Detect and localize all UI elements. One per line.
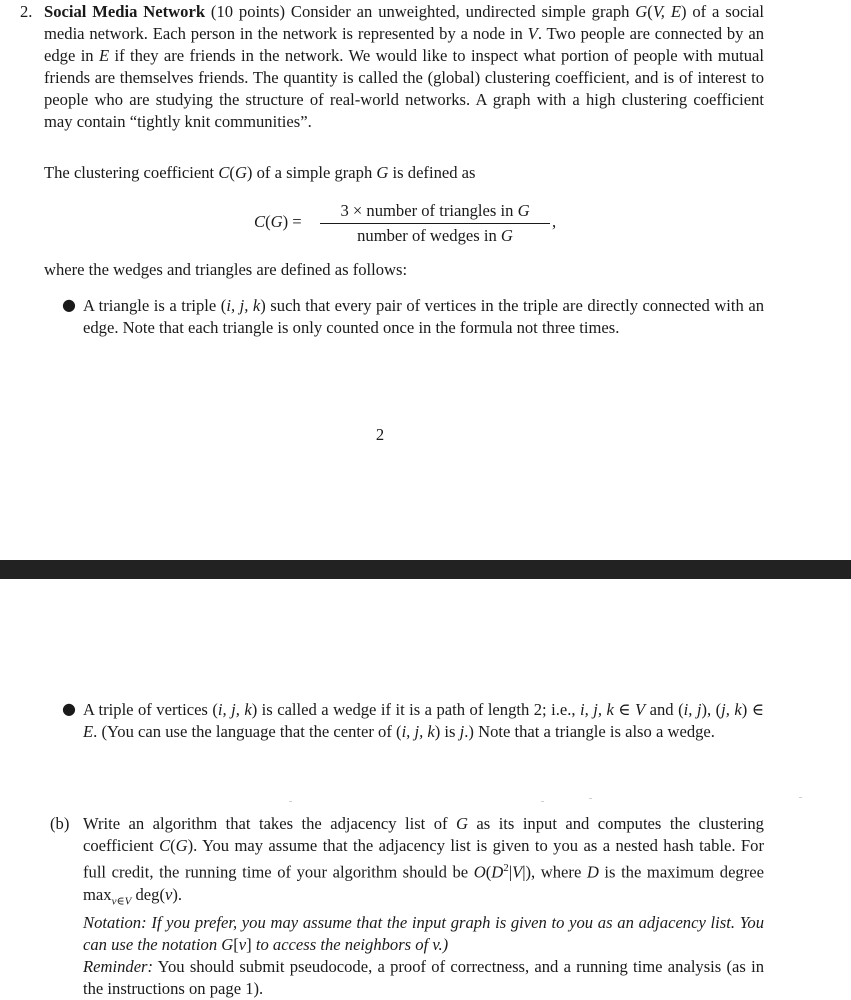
bullet-icon: ●	[62, 295, 76, 314]
clustering-formula	[254, 200, 574, 248]
formula-comma: ,	[552, 212, 557, 231]
part-b	[50, 813, 764, 1000]
part-b-notation: Notation: If you prefer, you may assume that the input graph is given to you as an adjacency list. You can use the notation G[v] to access the neighbors of v.)	[83, 912, 764, 954]
page-divider	[0, 560, 851, 579]
formula-fraction	[320, 200, 550, 247]
fraction-bar	[320, 223, 550, 224]
formula-denominator: number of wedges in G	[357, 226, 513, 245]
reminder-text: You should submit pseudocode, a proof of correctness, and a running time analysis (as in the instructions on page 1).	[83, 956, 764, 998]
problem-number: 2.	[20, 2, 33, 21]
definition-sentence: The clustering coefficient C(G) of a simple graph G is defined as	[44, 163, 476, 182]
bullet-wedge: A triple of vertices (i, j, k) is called a wedge if it is a path of length 2; i.e., i, j, k ∈ V and (i, j), (j, k) ∈ E. (You can use the language that the center of (i, j, k) is j.) Note that a triangle is also a wedge.	[83, 700, 764, 741]
problem-points: (10 points)	[205, 2, 291, 21]
part-b-label: (b)	[50, 814, 70, 833]
formula-numerator: 3 × number of triangles in G	[340, 201, 530, 220]
reminder-label: Reminder:	[83, 956, 154, 976]
scan-speck	[799, 797, 802, 798]
problem-statement	[20, 1, 764, 133]
page-number: 2	[375, 425, 385, 444]
page-bottom	[0, 579, 851, 1000]
problem-title: Social Media Network	[44, 2, 206, 21]
problem-body	[44, 1, 764, 133]
scan-speck	[589, 798, 592, 799]
part-b-task: Write an algorithm that takes the adjacency list of G as its input and computes the clustering coefficient C(G). You may assume that the adjacency list is given to you as a nested hash table. For full credit, the running time of your algorithm should be $O(D^2|V|)$, where D is the maximum degree $\max_{v\in V} deg(v)$.	[83, 814, 764, 907]
bullet-triangle: A triangle is a triple (i, j, k) such that every pair of vertices in the triple are directly connected with an edge. Note that each triangle is only counted once in the formula not three times.	[83, 296, 764, 337]
problem-intro: Consider an unweighted, undirected simple graph G(V, E) of a social media network. Each person in the network is represented by a node in V. Two people are connected by an edge in E if they are friends in the network. We would like to inspect what portion of people with mutual friends are themselves friends. The quantity is called the (global) clustering coefficient, and is of interest to people who are studying the structure of real-world networks. A graph with a high clustering coefficient may contain “tightly knit communities”.	[44, 2, 764, 131]
bullet-icon: ●	[62, 699, 76, 718]
formula-lhs: C(G) =	[254, 212, 302, 231]
part-b-body	[83, 813, 764, 1000]
where-sentence: where the wedges and triangles are defined as follows:	[44, 260, 408, 279]
part-b-reminder	[83, 956, 764, 1000]
scan-speck	[289, 801, 292, 802]
scan-speck	[541, 801, 544, 802]
